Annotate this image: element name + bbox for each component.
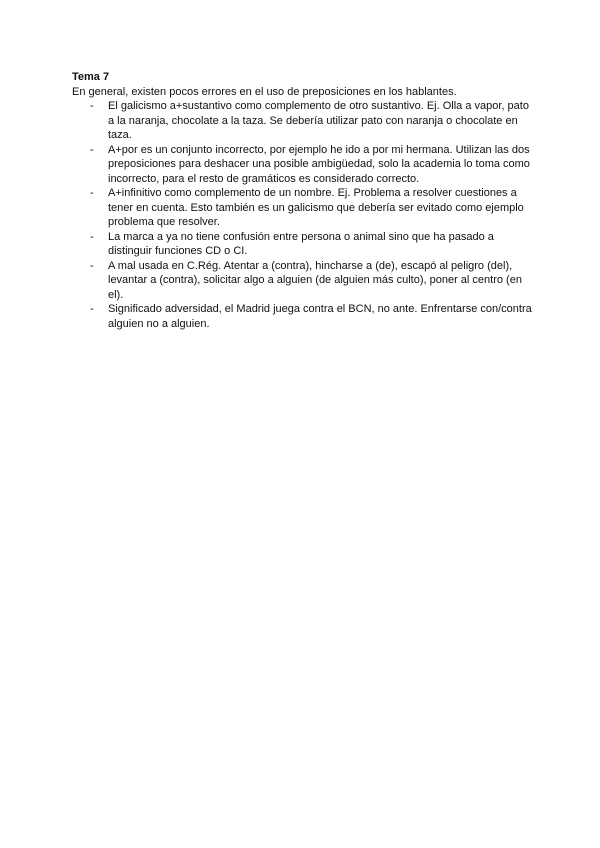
list-item-text: A mal usada en C.Rég. Atentar a (contra), hincharse a (de), escapó al peligro (del), levantar a (contra), solicitar algo a alguien (de alguien más culto), poner al centro (en el). <box>108 259 522 301</box>
bullet-dash: - <box>90 143 94 156</box>
bullet-dash: - <box>90 259 94 272</box>
document-title: Tema 7 <box>72 71 110 83</box>
bullet-dash: - <box>90 100 94 112</box>
list-item <box>72 143 532 187</box>
list-item <box>72 99 532 143</box>
list-item <box>72 186 532 230</box>
bullet-list <box>72 99 532 331</box>
list-item-text: La marca a ya no tiene confusión entre persona o animal sino que ha pasado a distinguir funciones CD o CI. <box>108 230 494 257</box>
list-item-text: Significado adversidad, el Madrid juega contra el BCN, no ante. Enfrentarse con/contra alguien no a alguien. <box>108 303 532 330</box>
list-item <box>72 259 532 303</box>
list-item <box>72 230 532 259</box>
bullet-dash: - <box>90 187 94 199</box>
list-item-text: A+por es un conjunto incorrecto, por ejemplo he ido a por mi hermana. Utilizan las dos preposiciones para deshacer una posible ambigüedad, solo la academia lo toma como incorrecto, para el resto de gramáticos es considerado correcto. <box>108 143 530 185</box>
bullet-dash: - <box>90 303 94 315</box>
bullet-dash: - <box>90 230 94 243</box>
document-page <box>72 70 532 331</box>
intro-paragraph: En general, existen pocos errores en el uso de preposiciones en los hablantes. <box>72 86 457 98</box>
list-item-text: A+infinitivo como complemento de un nombre. Ej. Problema a resolver cuestiones a tener en cuenta. Esto también es un galicismo que debería ser evitado como ejemplo problema que resolver. <box>108 187 524 228</box>
list-item <box>72 302 532 331</box>
list-item-text: El galicismo a+sustantivo como complemento de otro sustantivo. Ej. Olla a vapor, pato a la naranja, chocolate a la taza. Se debería utilizar pato con naranja o chocolate en taza. <box>108 100 529 141</box>
